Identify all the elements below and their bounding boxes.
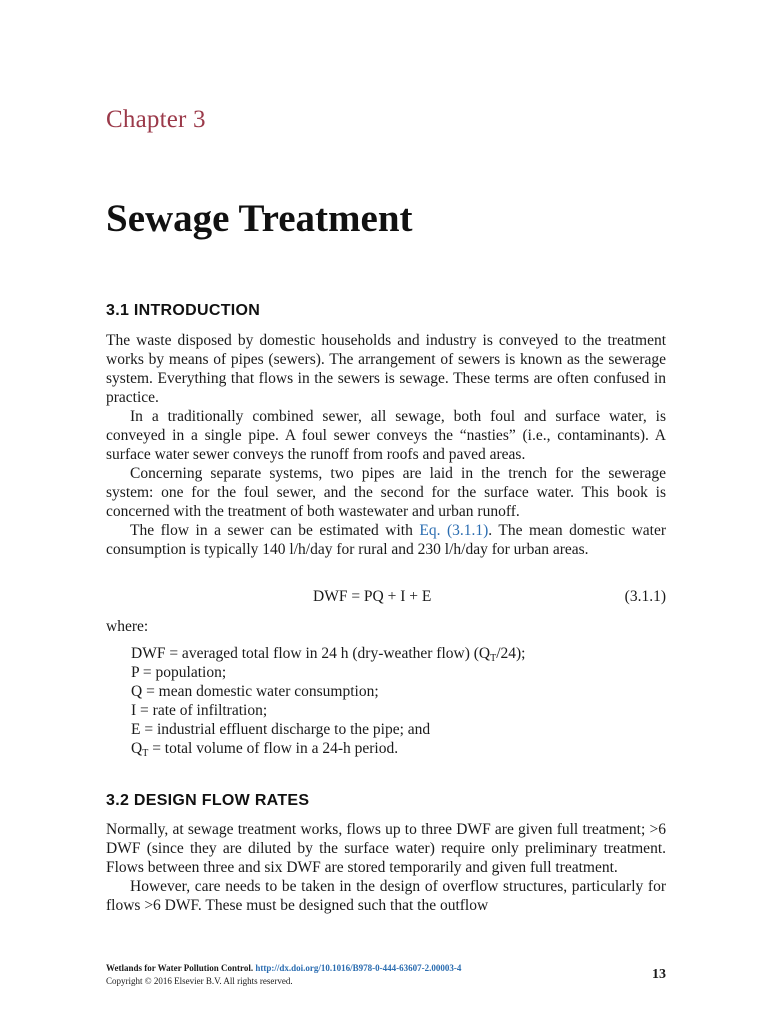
definition-text: /24);: [496, 645, 526, 662]
definition-item: [131, 739, 526, 758]
design-flow-rates-body: [106, 820, 666, 915]
chapter-title: Sewage Treatment: [106, 197, 413, 240]
section-heading-design-flow-rates: 3.2 DESIGN FLOW RATES: [106, 792, 310, 809]
subscript: T: [490, 653, 497, 664]
where-label: where:: [106, 618, 149, 635]
equation-reference-link[interactable]: Eq. (3.1.1): [419, 522, 489, 539]
definition-text: Q: [131, 740, 143, 757]
definition-item: E = industrial effluent discharge to the pipe; and: [131, 721, 431, 738]
definition-text: = total volume of flow in a 24-h period.: [148, 740, 399, 757]
equation: DWF = PQ + I + E: [313, 588, 432, 605]
paragraph: In a traditionally combined sewer, all sewage, both foul and surface water, is conveyed in a single pipe. A foul sewer conveys the “nasties” (i.e., contaminants). A surface water sewer conveys the runoff from roofs and paved areas.: [106, 408, 666, 463]
introduction-body: [106, 331, 666, 559]
paragraph-text: The flow in a sewer can be estimated with: [130, 522, 420, 539]
paragraph: Normally, at sewage treatment works, flows up to three DWF are given full treatment; >6 DWF (since they are diluted by the surface water) require only preliminary treatment. Flows between three and six DWF are stored temporarily and given full treatment.: [106, 821, 666, 876]
definition-item: [131, 644, 526, 663]
paragraph: The waste disposed by domestic households and industry is conveyed to the treatment works by means of pipes (sewers). The arrangement of sewers is known as the sewerage system. Everything that flows in the sewers is sewage. These terms are often confused in practice.: [106, 332, 666, 406]
paragraph: Concerning separate systems, two pipes are laid in the trench for the sewerage system: one for the foul sewer, and the second for the surface water. This book is concerned with the treatment of both wastewater and urban runoff.: [106, 465, 666, 520]
page-footer: [106, 962, 666, 988]
definition-list: [131, 644, 526, 758]
page-number: 13: [652, 967, 666, 982]
equation-number: (3.1.1): [624, 588, 666, 605]
section-heading-introduction: 3.1 INTRODUCTION: [106, 302, 261, 319]
definition-item: P = population;: [131, 664, 227, 681]
paragraph-text: . The mean domestic water consumption is typically 140 l/h/day for rural and 230 l/h/day for urban areas.: [106, 522, 667, 558]
citation-line: [106, 962, 666, 975]
copyright: Copyright © 2016 Elsevier B.V. All rights reserved.: [106, 976, 293, 986]
chapter-label: Chapter 3: [106, 106, 206, 133]
definition-item: Q = mean domestic water consumption;: [131, 683, 379, 700]
doi-link[interactable]: http://dx.doi.org/10.1016/B978-0-444-63607-2.00003-4: [255, 963, 462, 973]
paragraph: However, care needs to be taken in the design of overflow structures, particularly for flows >6 DWF. These must be designed such that the outflow: [106, 878, 666, 914]
subscript: T: [142, 748, 149, 759]
definition-text: DWF = averaged total flow in 24 h (dry-weather flow) (Q: [131, 645, 491, 662]
definition-item: I = rate of infiltration;: [131, 702, 268, 719]
paragraph-with-equation-reference: [106, 521, 666, 559]
journal-name: Wetlands for Water Pollution Control.: [106, 963, 254, 973]
